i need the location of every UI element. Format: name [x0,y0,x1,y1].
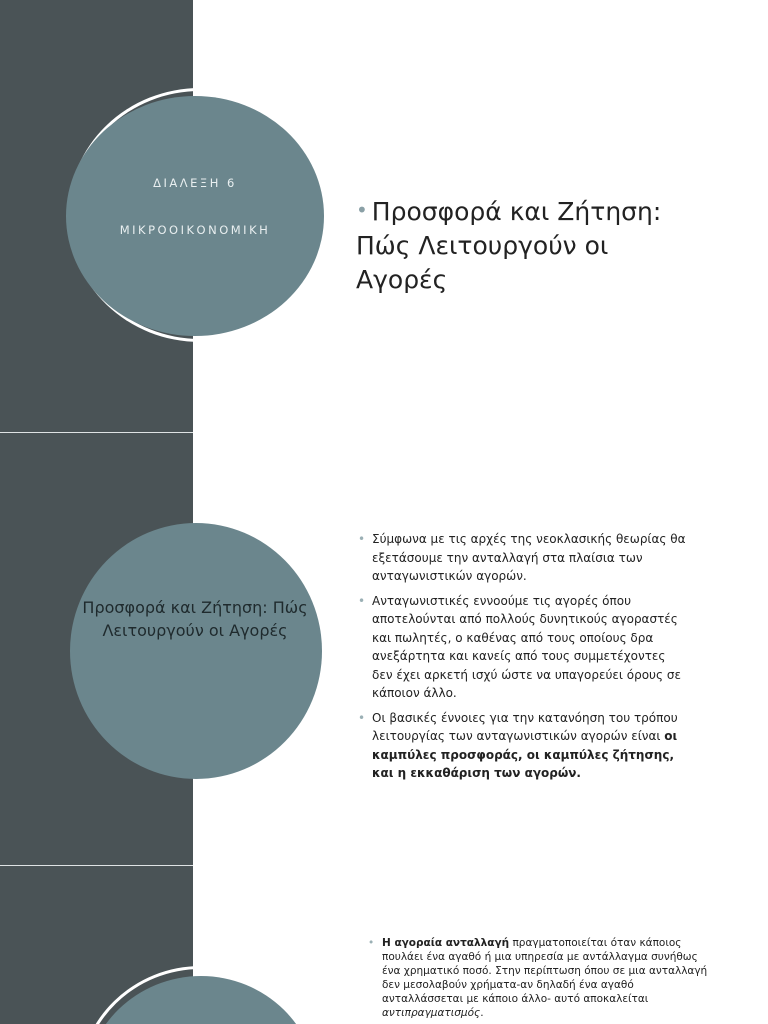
bullet-icon: • [358,593,366,608]
list-item-text: Ανταγωνιστικές εννοούμε τις αγορές όπου αποτελούνται από πολλούς δυνητικούς αγοραστές και πωλητές, ο καθένας από τους οποίους δρα ανεξάρτητα και κανείς από τους συμμετέχοντες δεν έχει αρκετή ισχύ ώστε να υπαγορεύει όρους σε κάποιον άλλο. [372,593,681,700]
bullet-icon: • [358,710,366,725]
list-item-italic: αντιπραγματισμός [382,1007,481,1019]
slide-1 [0,0,768,432]
course-name: ΜΙΚΡΟΟΙΚΟΝΟΜΙΚΗ [119,223,271,237]
list-item [358,592,688,703]
section-circle-text: Προσφορά και Ζήτηση: Πώς Λειτουργούν οι Αγορές [82,598,308,640]
bullet-list [368,936,713,1020]
slide-title [356,193,686,297]
bullet-icon: • [356,198,368,222]
list-item-end: . [480,1007,484,1019]
section-circle [70,523,322,779]
list-item-text: πραγματοποιείται όταν κάποιος πουλάει ένα αγαθό ή μια υπηρεσία με αντάλλαγμα συνήθως ένα χρηματικό ποσό. Στην περίπτωση όπου σε μια ανταλλαγή δεν μεσολαβούν χρήματα-αν δηλαδή ένα αγαθό ανταλλάσσεται με κάποιο άλλο- αυτό αποκαλείται [382,937,708,1005]
title-circle [66,96,324,336]
list-item-bold: οι καμπύλες προσφοράς, οι καμπύλες ζήτησης, και η εκκαθάριση των αγορών. [372,729,678,780]
list-item [358,530,688,586]
list-item-text: Οι βασικές έννοιες για την κατανόηση του τρόπου λειτουργίας των ανταγωνιστικών αγορών είναι [372,710,678,743]
list-item-bold: Η αγοραία ανταλλαγή [382,937,510,949]
bullet-icon: • [368,937,375,949]
slide-title-text: Προσφορά και Ζήτηση: Πώς Λειτουργούν οι Αγορές [356,197,662,294]
bullet-icon: • [358,532,366,546]
bullet-list [358,530,688,789]
list-item-text: Σύμφωνα με τις αρχές της νεοκλασικής θεωρίας θα εξετάσουμε την ανταλλαγή στα πλαίσια των ανταγωνιστικών αγορών. [372,532,686,583]
list-item [358,709,688,783]
lecture-number: ΔΙΑΛΕΞΗ 6 [153,176,237,190]
list-item [368,936,713,1020]
